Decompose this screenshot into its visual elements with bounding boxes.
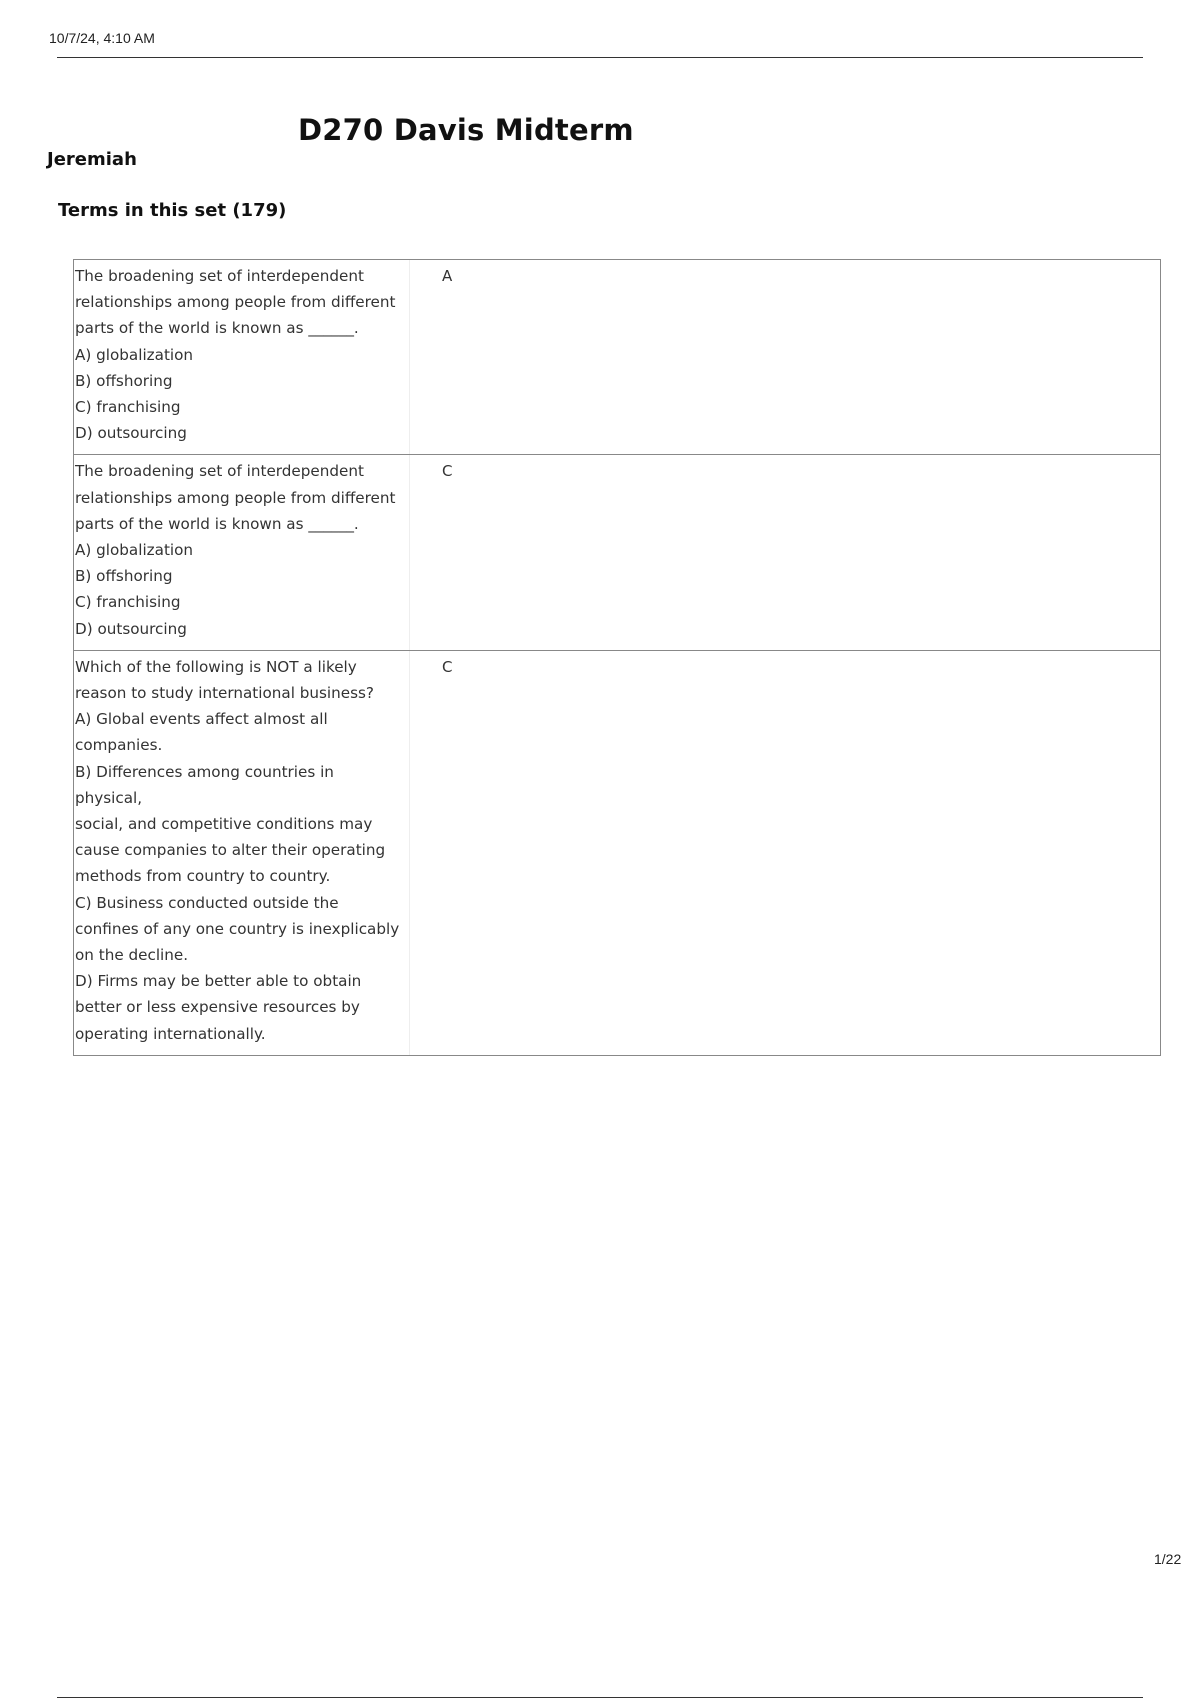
terms-count-heading: Terms in this set (179) — [58, 200, 287, 221]
term-question: The broadening set of interdependent relationships among people from different parts of the world is known as ______. A) globalization B) offshoring C) franchising D) outsourcing — [74, 455, 410, 649]
term-answer: C — [442, 657, 453, 676]
print-timestamp: 10/7/24, 4:10 AM — [49, 30, 155, 46]
terms-table — [73, 259, 1161, 1056]
page-title: D270 Davis Midterm — [298, 113, 634, 147]
term-row — [74, 651, 1160, 1055]
term-row — [74, 260, 1160, 455]
term-question: Which of the following is NOT a likely reason to study international business? A) Global events affect almost all companies. B) Differences among countries in physical, social, and competitive conditions may cause companies to alter their operating methods from country to country. C) Business conducted outside the confines of any one country is inexplicably on the decline. D) Firms may be better able to obtain better or less expensive resources by operating internationally. — [74, 651, 410, 1055]
header-divider — [57, 57, 1143, 58]
author-name: Jeremiah — [47, 149, 137, 170]
term-row — [74, 455, 1160, 650]
footer-divider — [57, 1697, 1143, 1698]
term-answer: A — [442, 267, 453, 285]
term-answer: C — [442, 462, 453, 481]
term-question: The broadening set of interdependent relationships among people from different parts of the world is known as ______. A) globalization B) offshoring C) franchising D) outsourcing — [74, 260, 410, 454]
page-number: 1/22 — [1154, 1551, 1182, 1567]
